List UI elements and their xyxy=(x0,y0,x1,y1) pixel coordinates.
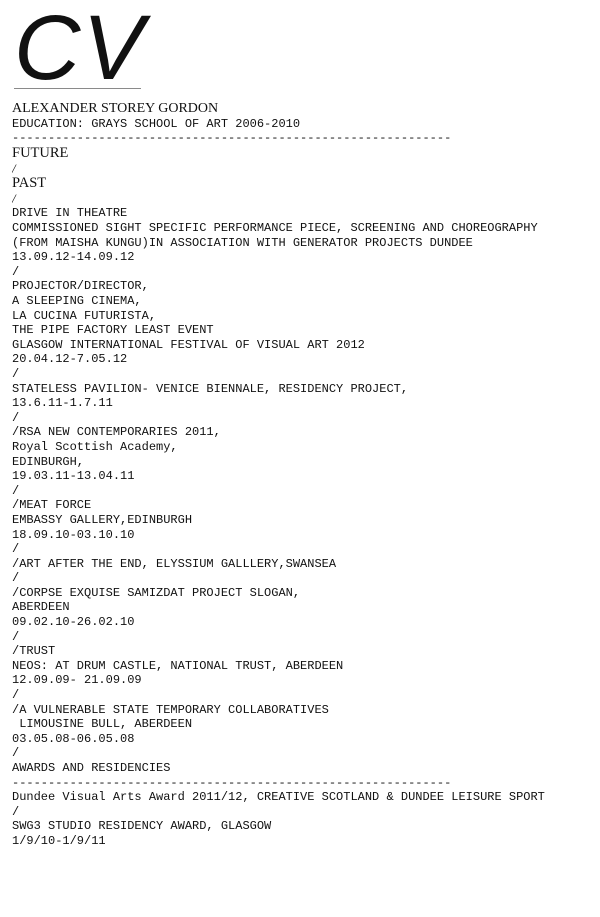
entry-line: A SLEEPING CINEMA, xyxy=(12,294,142,308)
entry-corpse-exquise xyxy=(12,586,596,644)
entry-stateless-pavilion xyxy=(12,382,596,426)
entry-dates: 03.05.08-06.05.08 xyxy=(12,731,135,746)
separator-slash: / xyxy=(12,410,20,425)
entry-line: LA CUCINA FUTURISTA, xyxy=(12,308,157,323)
separator-slash: / xyxy=(12,571,20,586)
entry-projector-director xyxy=(12,279,596,381)
future-heading: FUTURE xyxy=(12,145,69,161)
entry-venue: Royal Scottish Academy, xyxy=(12,439,178,454)
past-heading: PAST xyxy=(12,176,47,192)
entry-rsa-new-contemporaries xyxy=(12,425,596,498)
separator-slash: / xyxy=(12,804,20,819)
entry-title: PROJECTOR/DIRECTOR, xyxy=(12,279,149,294)
award-dates: 1/9/10-1/9/11 xyxy=(12,833,106,848)
awards-heading: AWARDS AND RESIDENCIES xyxy=(12,761,171,775)
section-divider: ------------------------------------------------------------- xyxy=(12,131,452,146)
entry-title: /MEAT FORCE xyxy=(12,498,92,513)
entry-city: EDINBURGH, xyxy=(12,454,85,469)
artist-name: ALEXANDER STOREY GORDON xyxy=(12,101,219,116)
separator-slash: / xyxy=(12,688,20,703)
entry-dates: 20.04.12-7.05.12 xyxy=(12,352,128,367)
entry-meat-force xyxy=(12,498,596,556)
separator-slash: / xyxy=(12,160,16,176)
entry-dates: 09.02.10-26.02.10 xyxy=(12,615,135,630)
entry-title: /CORPSE EXQUISE SAMIZDAT PROJECT SLOGAN, xyxy=(12,585,301,600)
entry-description: COMMISSIONED SIGHT SPECIFIC PERFORMANCE PIECE, SCREENING AND CHOREOGRAPHY xyxy=(12,221,538,236)
logo-underline xyxy=(14,88,141,89)
separator-slash: / xyxy=(12,264,20,279)
separator-slash: / xyxy=(12,483,20,498)
entry-title: /ART AFTER THE END, ELYSSIUM GALLLERY,SWANSEA xyxy=(12,556,337,571)
award-item: Dundee Visual Arts Award 2011/12, CREATIVE SCOTLAND & DUNDEE LEISURE SPORT xyxy=(12,790,545,805)
entry-title: DRIVE IN THEATRE xyxy=(12,206,128,221)
entry-line: THE PIPE FACTORY LEAST EVENT xyxy=(12,323,214,338)
separator-slash: / xyxy=(12,191,16,207)
entry-vulnerable-state xyxy=(12,703,596,761)
entry-title: /A VULNERABLE STATE TEMPORARY COLLABORATIVES xyxy=(12,702,329,717)
entry-venue: NEOS: AT DRUM CASTLE, NATIONAL TRUST, ABERDEEN xyxy=(12,658,344,673)
entry-trust xyxy=(12,644,596,702)
entry-city: ABERDEEN xyxy=(12,600,70,615)
entry-dates: 19.03.11-13.04.11 xyxy=(12,469,135,484)
entry-description: (FROM MAISHA KUNGU)IN ASSOCIATION WITH GENERATOR PROJECTS DUNDEE xyxy=(12,235,473,250)
separator-slash: / xyxy=(12,542,20,557)
award-item: SWG3 STUDIO RESIDENCY AWARD, GLASGOW xyxy=(12,819,272,834)
entry-title: /RSA NEW CONTEMPORARIES 2011, xyxy=(12,425,221,440)
separator-slash: / xyxy=(12,629,20,644)
entry-title: /TRUST xyxy=(12,644,56,659)
entry-dates: 18.09.10-03.10.10 xyxy=(12,527,135,542)
entry-venue: EMBASSY GALLERY,EDINBURGH xyxy=(12,512,193,527)
awards-section xyxy=(12,761,596,849)
entry-line: GLASGOW INTERNATIONAL FESTIVAL OF VISUAL ART 2012 xyxy=(12,337,365,352)
cv-content xyxy=(12,101,596,849)
entry-drive-in-theatre xyxy=(12,206,596,279)
entry-dates: 13.6.11-1.7.11 xyxy=(12,396,113,411)
entry-venue: LIMOUSINE BULL, ABERDEEN xyxy=(12,717,193,732)
separator-slash: / xyxy=(12,366,20,381)
entry-dates: 13.09.12-14.09.12 xyxy=(12,250,135,265)
entry-title: STATELESS PAVILION- VENICE BIENNALE, RESIDENCY PROJECT, xyxy=(12,381,409,396)
separator-slash: / xyxy=(12,746,20,761)
entry-dates: 12.09.09- 21.09.09 xyxy=(12,673,142,688)
education-line: EDUCATION: GRAYS SCHOOL OF ART 2006-2010 xyxy=(12,116,301,131)
cv-logo: CV xyxy=(14,0,146,99)
section-divider: ------------------------------------------------------------- xyxy=(12,775,452,790)
entry-art-after-the-end xyxy=(12,557,596,586)
